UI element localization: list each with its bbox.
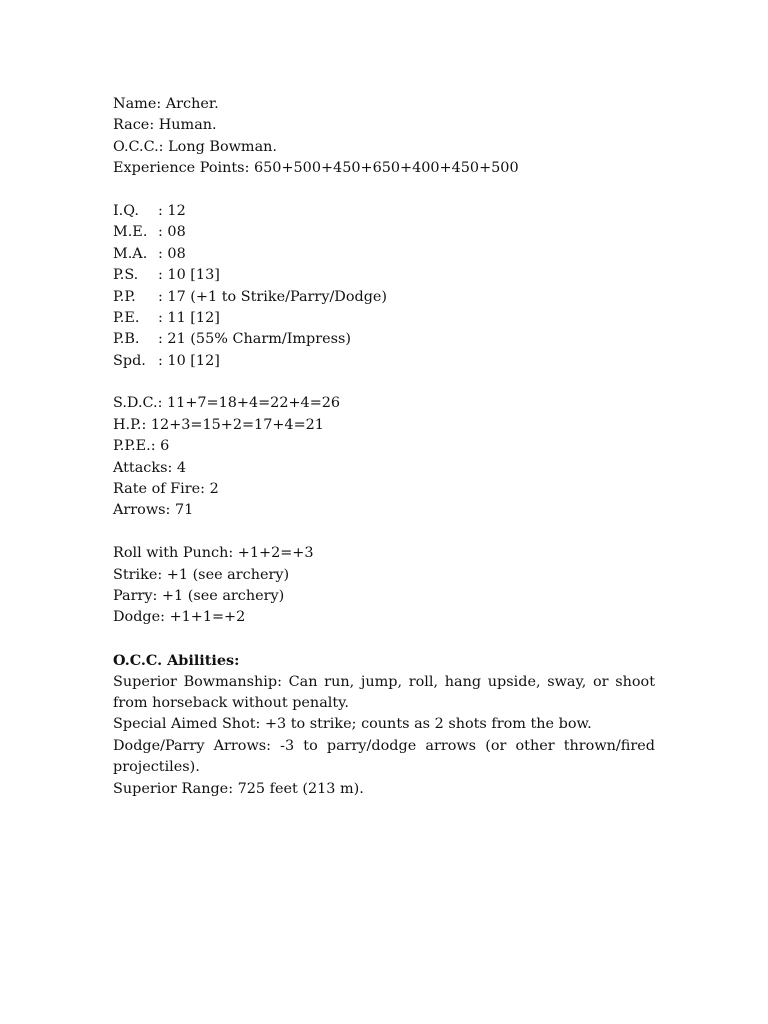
ability-dodge-parry-arrows: Dodge/Parry Arrows: -3 to parry/dodge arrows (or other thrown/fired projectiles). [113,737,655,776]
arrows-line: Arrows: 71 [113,502,194,519]
attribute-label: P.E. [113,309,140,326]
character-sheet [113,94,655,800]
attribute-pe [113,308,655,329]
character-occ: O.C.C.: Long Bowman. [113,138,277,155]
attribute-pp [113,287,655,308]
attribute-label: P.P. [113,288,136,305]
attribute-value: : 11 [12] [158,309,220,326]
spacer [113,180,655,201]
attribute-me [113,222,655,243]
attribute-value: : 21 (55% Charm/Impress) [158,331,352,348]
attributes-block [113,201,655,372]
attribute-value: : 10 [13] [158,267,220,284]
attribute-value: : 17 (+1 to Strike/Parry/Dodge) [158,288,388,305]
ppe-line: P.P.E.: 6 [113,438,170,455]
attribute-label: Spd. [113,352,146,369]
ability-special-aimed-shot: Special Aimed Shot: +3 to strike; counts as 2 shots from the bow. [113,716,592,733]
ability-superior-range: Superior Range: 725 feet (213 m). [113,780,364,797]
rate-of-fire-line: Rate of Fire: 2 [113,481,219,498]
attribute-label: I.Q. [113,202,139,219]
character-name: Name: Archer. [113,96,219,112]
character-race: Race: Human. [113,117,217,134]
attribute-value: : 12 [158,202,186,219]
strike-line: Strike: +1 (see archery) [113,566,290,583]
spacer [113,372,655,393]
spacer [113,629,655,650]
abilities-block [113,650,655,800]
ability-superior-bowmanship: Superior Bowmanship: Can run, jump, roll, hang upside, sway, or shoot from horseback without penalty. [113,673,655,711]
bonuses-block [113,543,655,629]
attribute-spd [113,351,655,372]
roll-with-punch-line: Roll with Punch: +1+2=+3 [113,545,314,562]
attribute-ma [113,244,655,265]
combat-block [113,393,655,521]
attribute-value: : 10 [12] [158,352,220,369]
attribute-label: P.S. [113,267,139,284]
parry-line: Parry: +1 (see archery) [113,587,285,604]
attribute-iq [113,201,655,222]
attribute-label: P.B. [113,331,140,348]
spacer [113,522,655,543]
attribute-ps [113,265,655,286]
sdc-line: S.D.C.: 11+7=18+4=22+4=26 [113,395,341,412]
dodge-line: Dodge: +1+1=+2 [113,609,246,626]
attribute-label: M.A. [113,245,148,262]
experience-points: Experience Points: 650+500+450+650+400+450+500 [113,160,519,177]
attacks-line: Attacks: 4 [113,459,187,476]
attribute-label: M.E. [113,224,148,241]
attribute-value: : 08 [158,224,186,241]
abilities-heading: O.C.C. Abilities: [113,652,240,670]
attribute-value: : 08 [158,245,186,262]
hp-line: H.P.: 12+3=15+2=17+4=21 [113,416,324,433]
attribute-pb [113,329,655,350]
